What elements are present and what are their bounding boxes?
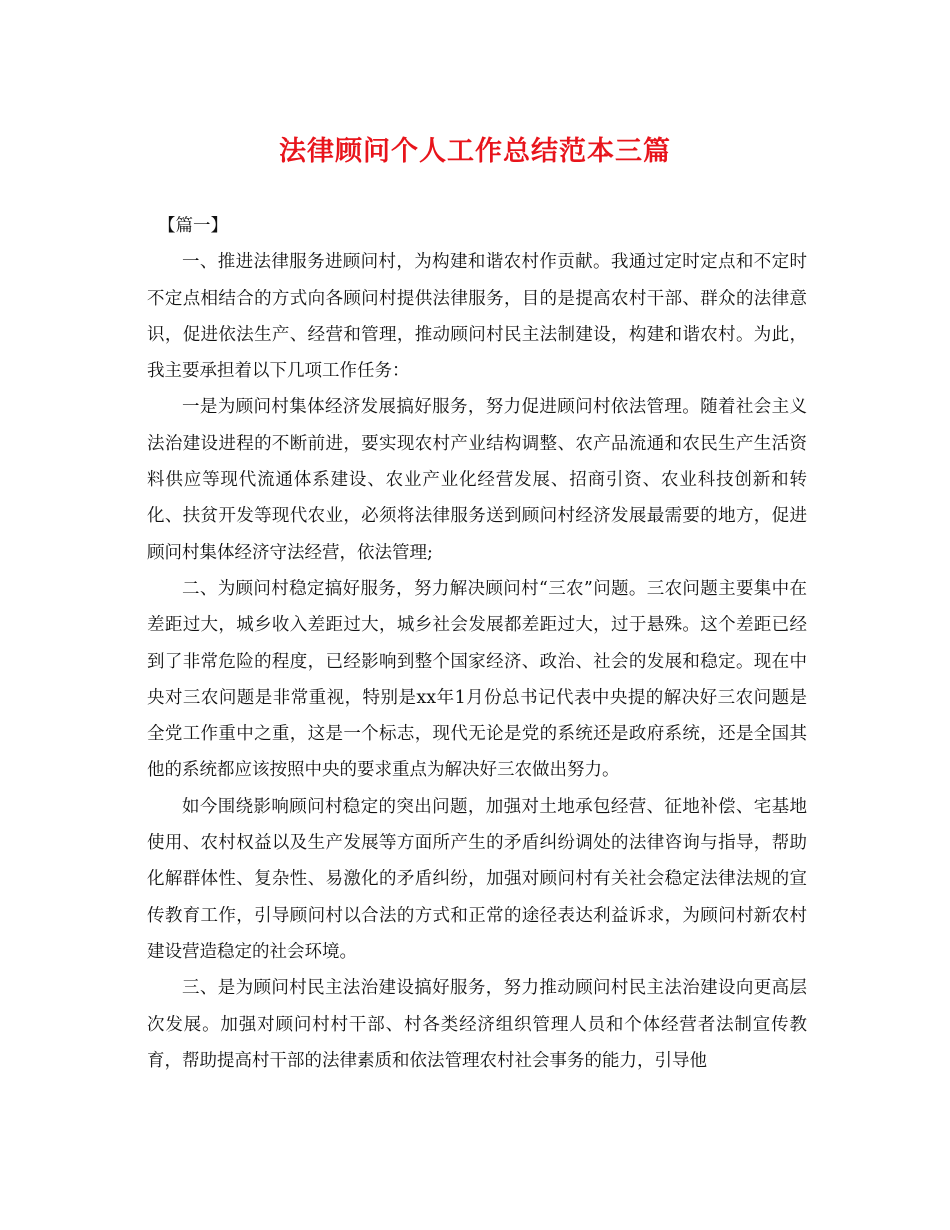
paragraph-1: 一、推进法律服务进顾问村，为构建和谐农村作贡献。我通过定时定点和不定时不定点相结合的方式向各顾问村提供法律服务，目的是提高农村干部、群众的法律意识，促进依法生产、经营和管理，推动顾问村民主法制建设，构建和谐农村。为此，我主要承担着以下几项工作任务： — [147, 252, 807, 382]
document-body — [147, 208, 807, 1079]
section-heading: 【篇一】 — [158, 216, 228, 236]
paragraph-2: 一是为顾问村集体经济发展搞好服务，努力促进顾问村依法管理。随着社会主义法治建设进程的不断前进，要实现农村产业结构调整、农产品流通和农民生产生活资料供应等现代流通体系建设、农业产业化经营发展、招商引资、农业科技创新和转化、扶贫开发等现代农业，必须将法律服务送到顾问村经济发展最需要的地方，促进顾问村集体经济守法经营，依法管理; — [147, 397, 807, 563]
paragraph-3: 二、为顾问村稳定搞好服务，努力解决顾问村“三农”问题。三农问题主要集中在差距过大，城乡收入差距过大，城乡社会发展都差距过大，过于悬殊。这个差距已经到了非常危险的程度，已经影响到整个国家经济、政治、社会的发展和稳定。现在中央对三农问题是非常重视，特别是xx年1月份总书记代表中央提的解决好三农问题是全党工作重中之重，这是一个标志，现代无论是党的系统还是政府系统，还是全国其他的系统都应该按照中央的要求重点为解决好三农做出努力。 — [147, 578, 807, 781]
document-title: 法律顾问个人工作总结范本三篇 — [279, 136, 671, 167]
paragraph-5: 三、是为顾问村民主法治建设搞好服务，努力推动顾问村民主法治建设向更高层次发展。加强对顾问村村干部、村各类经济组织管理人员和个体经营者法制宣传教育，帮助提高村干部的法律素质和依法管理农村社会事务的能力，引导他 — [147, 978, 807, 1071]
paragraph-4: 如今围绕影响顾问村稳定的突出问题，加强对土地承包经营、征地补偿、宅基地使用、农村权益以及生产发展等方面所产生的矛盾纠纷调处的法律咨询与指导，帮助化解群体性、复杂性、易激化的矛盾纠纷，加强对顾问村有关社会稳定法律法规的宣传教育工作，引导顾问村以合法的方式和正常的途径表达利益诉求，为顾问村新农村建设营造稳定的社会环境。 — [147, 796, 807, 962]
